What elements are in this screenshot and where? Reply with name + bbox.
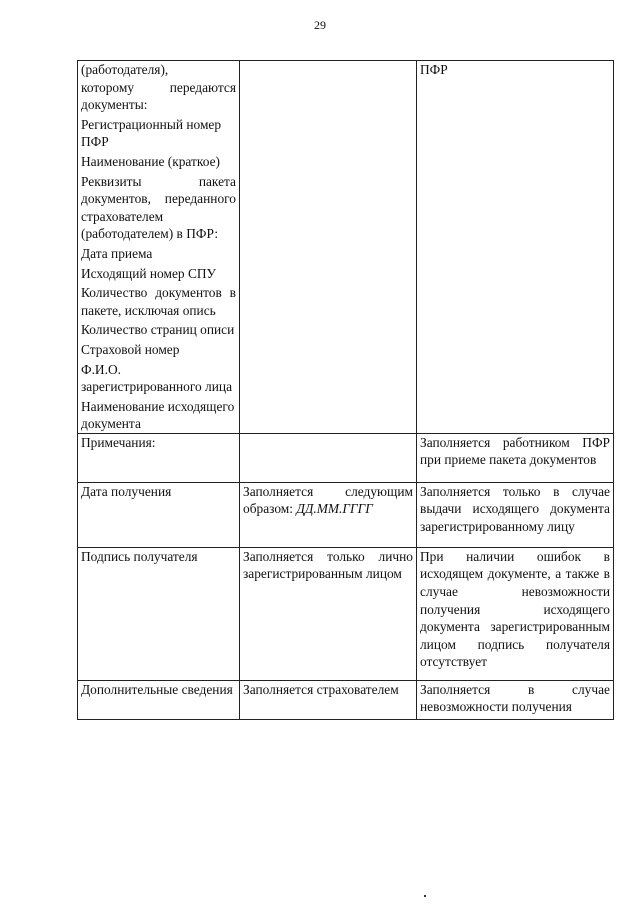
field-label: (работодателя), xyxy=(81,62,169,77)
field-name-cell: Дата получения xyxy=(78,482,240,547)
note-cell: Заполняется только в случае выдачи исходящего документа зарегистрированному лицу xyxy=(417,482,614,547)
empty-cell xyxy=(240,61,417,434)
note-cell: Заполняется в случае невозможности получения xyxy=(417,680,614,719)
note-cell: При наличии ошибок в исходящем документе, а также в случае невозможности получения исходящего документа зарегистрированным лицом подпись получателя отсутствует xyxy=(417,547,614,680)
instruction-cell xyxy=(240,482,417,547)
table-row xyxy=(78,680,614,719)
instruction-text: Заполняется следующим образом: xyxy=(243,483,413,517)
field-label: Наименование (краткое) xyxy=(81,153,220,169)
field-label: которому передаются документы: xyxy=(81,79,236,113)
field-label: Наименование исходящего документа xyxy=(81,398,235,432)
table-row xyxy=(78,61,614,434)
instruction-cell: Заполняется страхователем xyxy=(240,680,417,719)
date-format: ДД.ММ.ГГГГ xyxy=(296,501,373,517)
table-row xyxy=(78,433,614,482)
instruction-cell: Заполняется только лично зарегистрированным лицом xyxy=(240,547,417,680)
field-label: Количество документов в пакете, исключая опись xyxy=(81,285,236,318)
note-cell: Заполняется работником ПФР при приеме пакета документов xyxy=(417,433,614,482)
field-list-cell xyxy=(78,61,240,434)
field-label: Исходящий номер СПУ xyxy=(81,265,217,281)
table-row xyxy=(78,547,614,680)
field-label: Регистрационный номер ПФР xyxy=(81,116,222,150)
scan-mark xyxy=(424,895,426,897)
field-label: Ф.И.О. зарегистрированного лица xyxy=(81,361,233,395)
field-label: Дата приема xyxy=(81,245,153,261)
field-label: Количество страниц описи xyxy=(81,322,235,338)
page-number: 29 xyxy=(314,18,326,32)
field-name-cell: Дополнительные сведения xyxy=(78,680,240,719)
table-row xyxy=(78,482,614,547)
field-name-cell: Примечания: xyxy=(78,433,240,482)
form-fields-table xyxy=(77,60,614,720)
note-cell: ПФР xyxy=(417,61,614,434)
empty-cell xyxy=(240,433,417,482)
field-label: Страховой номер xyxy=(81,341,180,357)
field-name-cell: Подпись получателя xyxy=(78,547,240,680)
field-label: Реквизиты пакета документов, переданного страхователем (работодателем) в ПФР: xyxy=(81,173,236,242)
